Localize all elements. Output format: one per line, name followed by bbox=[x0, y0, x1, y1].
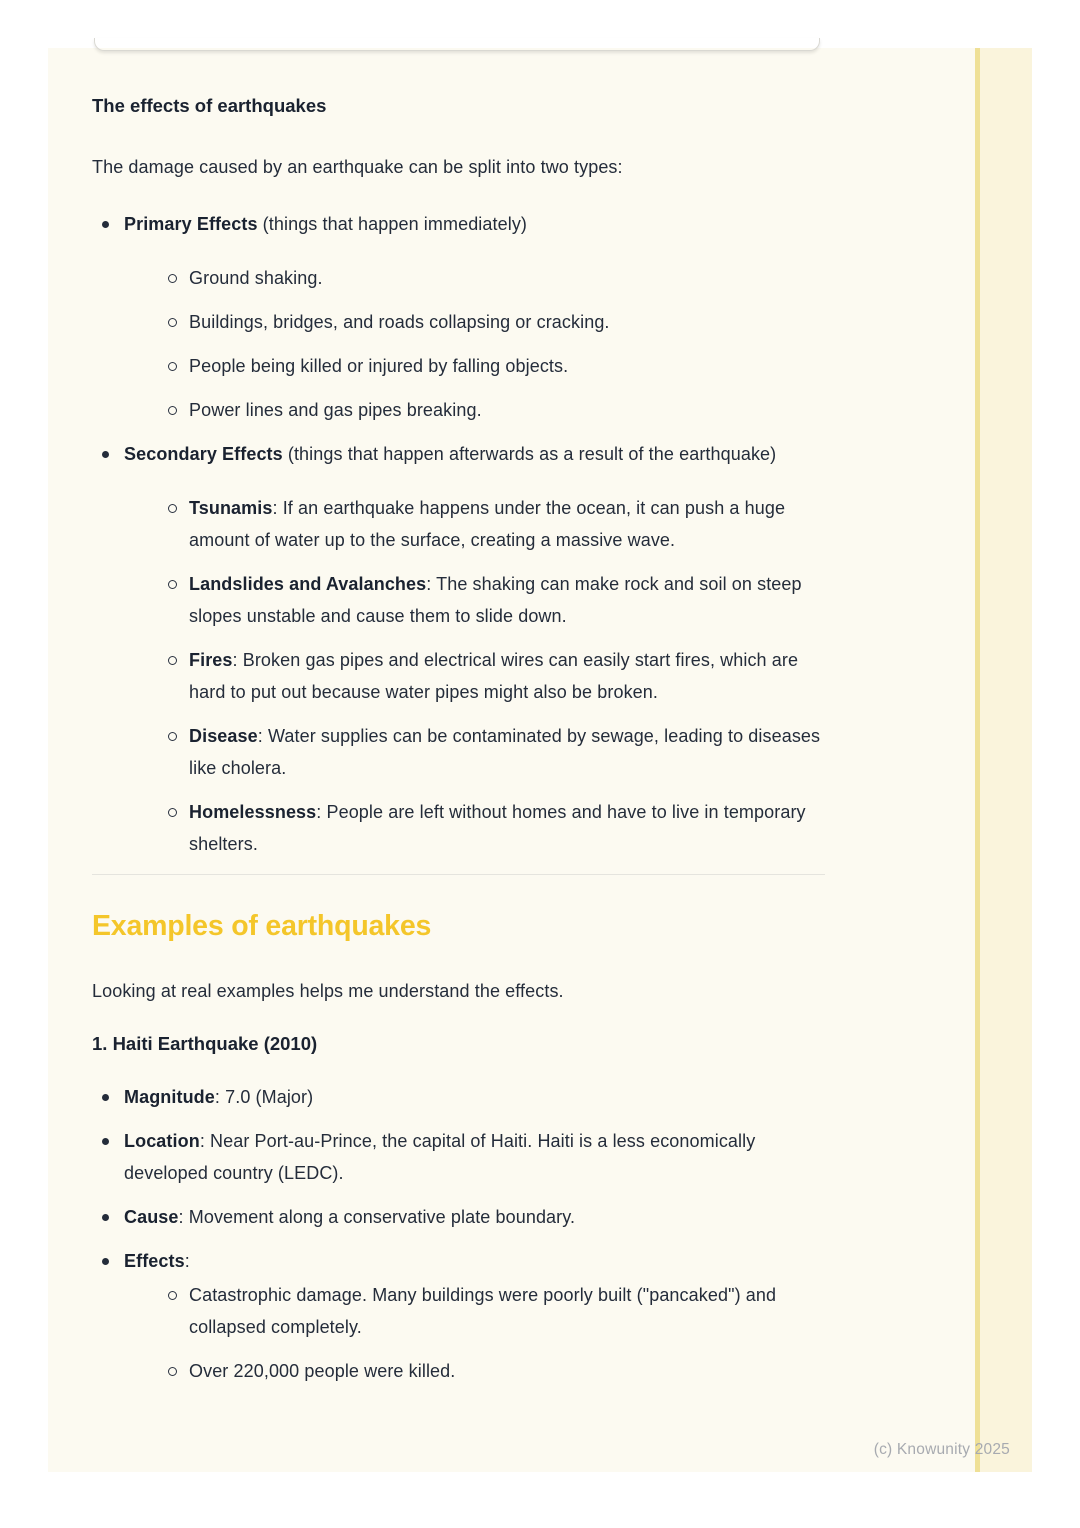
term-label: Landslides and Avalanches bbox=[189, 574, 427, 594]
examples-intro: Looking at real examples helps me understand the effects. bbox=[92, 981, 564, 1001]
list-item-secondary-effects bbox=[92, 438, 825, 860]
list-item-magnitude bbox=[92, 1081, 825, 1113]
haiti-facts-list bbox=[92, 1081, 825, 1387]
list-item: Ground shaking. bbox=[156, 262, 825, 294]
list-item bbox=[156, 720, 825, 784]
examples-heading: Examples of earthquakes bbox=[92, 910, 432, 942]
list-item-cause bbox=[92, 1201, 825, 1233]
haiti-heading: 1. Haiti Earthquake (2010) bbox=[92, 1033, 318, 1054]
list-item: Power lines and gas pipes breaking. bbox=[156, 394, 825, 426]
term-label: Magnitude bbox=[124, 1087, 215, 1107]
term-label: Location bbox=[124, 1131, 200, 1151]
section-divider bbox=[92, 874, 825, 875]
term-label: Homelessness bbox=[189, 802, 317, 822]
list-item: Catastrophic damage. Many buildings were poorly built ("pancaked") and collapsed completely. bbox=[156, 1279, 825, 1343]
term-label: Cause bbox=[124, 1207, 179, 1227]
copyright-watermark: (c) Knowunity 2025 bbox=[873, 1441, 1010, 1458]
list-item bbox=[156, 796, 825, 860]
effects-intro: The damage caused by an earthquake can be split into two types: bbox=[92, 157, 623, 177]
haiti-effects-sublist bbox=[156, 1279, 825, 1387]
primary-effects-label: Primary Effects bbox=[124, 214, 258, 234]
secondary-effects-label: Secondary Effects bbox=[124, 444, 283, 464]
primary-effects-suffix: (things that happen immediately) bbox=[257, 214, 528, 234]
effects-type-list bbox=[92, 208, 825, 860]
list-item bbox=[156, 492, 825, 556]
list-item-location bbox=[92, 1125, 825, 1189]
list-item-primary-effects bbox=[92, 208, 825, 426]
list-item-effects bbox=[92, 1245, 825, 1387]
term-text: : Near Port-au-Prince, the capital of Haiti. Haiti is a less economically developed country (LEDC). bbox=[124, 1131, 756, 1183]
term-text: : bbox=[184, 1251, 190, 1271]
term-text: : 7.0 (Major) bbox=[214, 1087, 314, 1107]
effects-heading: The effects of earthquakes bbox=[92, 95, 327, 116]
term-text: : The shaking can make rock and soil on steep slopes unstable and cause them to slide down. bbox=[189, 574, 802, 626]
term-text: : Water supplies can be contaminated by sewage, leading to diseases like cholera. bbox=[189, 726, 821, 778]
list-item bbox=[156, 568, 825, 632]
term-label: Tsunamis bbox=[189, 498, 273, 518]
notes-content bbox=[48, 48, 1032, 1387]
term-text: : People are left without homes and have to live in temporary shelters. bbox=[189, 802, 806, 854]
secondary-effects-sublist bbox=[156, 492, 825, 860]
term-label: Fires bbox=[189, 650, 233, 670]
term-text: : Movement along a conservative plate boundary. bbox=[178, 1207, 576, 1227]
list-item: Buildings, bridges, and roads collapsing or cracking. bbox=[156, 306, 825, 338]
term-text: : If an earthquake happens under the ocean, it can push a huge amount of water up to the surface, creating a massive wave. bbox=[189, 498, 786, 550]
list-item bbox=[156, 644, 825, 708]
term-label: Effects bbox=[124, 1251, 185, 1271]
notes-page-sheet bbox=[48, 48, 1032, 1472]
list-item: People being killed or injured by falling objects. bbox=[156, 350, 825, 382]
list-item: Over 220,000 people were killed. bbox=[156, 1355, 825, 1387]
primary-effects-sublist bbox=[156, 262, 825, 426]
term-label: Disease bbox=[189, 726, 258, 746]
secondary-effects-suffix: (things that happen afterwards as a result of the earthquake) bbox=[282, 444, 777, 464]
term-text: : Broken gas pipes and electrical wires can easily start fires, which are hard to put out because water pipes might also be broken. bbox=[189, 650, 799, 702]
